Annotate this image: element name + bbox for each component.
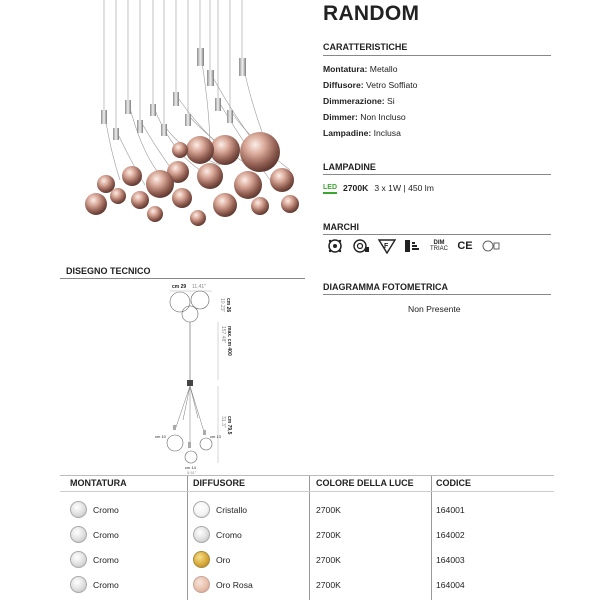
rose-gold-swatch-icon xyxy=(193,576,210,593)
dim-cluster-h: cm 79,5 xyxy=(226,416,232,435)
col-header-diffusore: DIFFUSORE xyxy=(193,478,246,488)
dim-canopy-w: cm 29 xyxy=(172,284,187,290)
fotometrica-heading: DIAGRAMMA FOTOMETRICA xyxy=(323,282,448,292)
dim-sphere-c: cm 14 xyxy=(185,465,196,470)
table-cell: 164003 xyxy=(436,554,465,565)
table-row: Oro Rosa xyxy=(193,576,253,593)
ip-icon xyxy=(325,238,345,254)
dim-cable-max: max. cm 400 xyxy=(226,326,232,356)
dim-canopy-w-in: 11.41" xyxy=(192,284,206,290)
col-divider xyxy=(431,476,432,600)
table-cell: 2700K xyxy=(316,579,341,590)
divider xyxy=(323,55,551,56)
chrome-swatch-icon xyxy=(70,576,87,593)
table-row: Cromo xyxy=(70,501,119,518)
table-row: Cromo xyxy=(70,526,119,543)
table-cell: 2700K xyxy=(316,529,341,540)
spec-dimmerazione: Dimmerazione: Si xyxy=(323,96,395,106)
dim-cable-max-in: 157.48" xyxy=(220,326,226,344)
col-divider xyxy=(187,476,188,600)
lamp-temp: 2700K xyxy=(343,182,369,193)
chrome-swatch-icon xyxy=(70,526,87,543)
table-row: Oro xyxy=(193,551,230,568)
dim-sphere-c-in: 5.51" xyxy=(187,470,197,475)
col-header-codice: CODICE xyxy=(436,478,472,488)
chrome-swatch-icon xyxy=(193,526,210,543)
product-photo xyxy=(60,0,310,255)
table-row: Cromo xyxy=(193,526,242,543)
chrome-swatch-icon xyxy=(70,551,87,568)
col-header-montatura: MONTATURA xyxy=(70,478,127,488)
f-mark-icon xyxy=(377,238,397,254)
ce-icon: CE xyxy=(457,240,473,252)
chrome-swatch-icon xyxy=(70,501,87,518)
spec-lampadine: Lampadine: Inclusa xyxy=(323,128,401,138)
energy-label-icon xyxy=(403,238,423,254)
spec-diffusore: Diffusore: Vetro Soffiato xyxy=(323,80,418,90)
dim-cluster-h-in: 31.3" xyxy=(220,416,226,428)
disegno-heading: DISEGNO TECNICO xyxy=(66,266,151,276)
table-top-rule xyxy=(60,475,554,476)
dim-sphere-a: cm 10 xyxy=(155,434,166,439)
divider xyxy=(323,234,551,235)
class-ii-icon xyxy=(351,238,371,254)
dim-sphere-b: cm 13 xyxy=(210,434,221,439)
marchi-heading: MARCHI xyxy=(323,222,359,232)
product-title: RANDOM xyxy=(323,2,420,25)
dim-canopy-h: cm 26 xyxy=(225,298,231,313)
fotometrica-text: Non Presente xyxy=(408,304,461,314)
lamp-detail: 3 x 1W | 450 lm xyxy=(374,182,434,193)
crystal-swatch-icon xyxy=(193,501,210,518)
dim-canopy-h-in: 10.23" xyxy=(219,298,225,313)
table-row: Cromo xyxy=(70,551,119,568)
divider xyxy=(323,174,551,175)
table-cell: 164002 xyxy=(436,529,465,540)
table-cell: 164004 xyxy=(436,579,465,590)
table-cell: 2700K xyxy=(316,504,341,515)
lamp-spec xyxy=(323,181,434,194)
table-cell: 2700K xyxy=(316,554,341,565)
divider xyxy=(60,278,305,279)
spec-montatura: Montatura: Metallo xyxy=(323,64,398,74)
table-row: Cromo xyxy=(70,576,119,593)
lampadine-heading: LAMPADINE xyxy=(323,162,376,172)
weee-icon xyxy=(481,238,501,254)
col-divider xyxy=(309,476,310,600)
table-row: Cristallo xyxy=(193,501,247,518)
technical-drawing xyxy=(150,280,260,475)
header-rule xyxy=(60,491,554,492)
gold-swatch-icon xyxy=(193,551,210,568)
divider xyxy=(323,294,551,295)
col-header-colore: COLORE DELLA LUCE xyxy=(316,478,414,488)
spec-dimmer: Dimmer: Non Incluso xyxy=(323,112,406,122)
table-cell: 164001 xyxy=(436,504,465,515)
led-icon: LED xyxy=(323,181,337,194)
svg-text:F: F xyxy=(384,243,389,250)
caratteristiche-heading: CARATTERISTICHE xyxy=(323,42,408,52)
dim-triac-icon: DIM TRIAC xyxy=(430,240,448,252)
certification-icons xyxy=(325,238,501,254)
